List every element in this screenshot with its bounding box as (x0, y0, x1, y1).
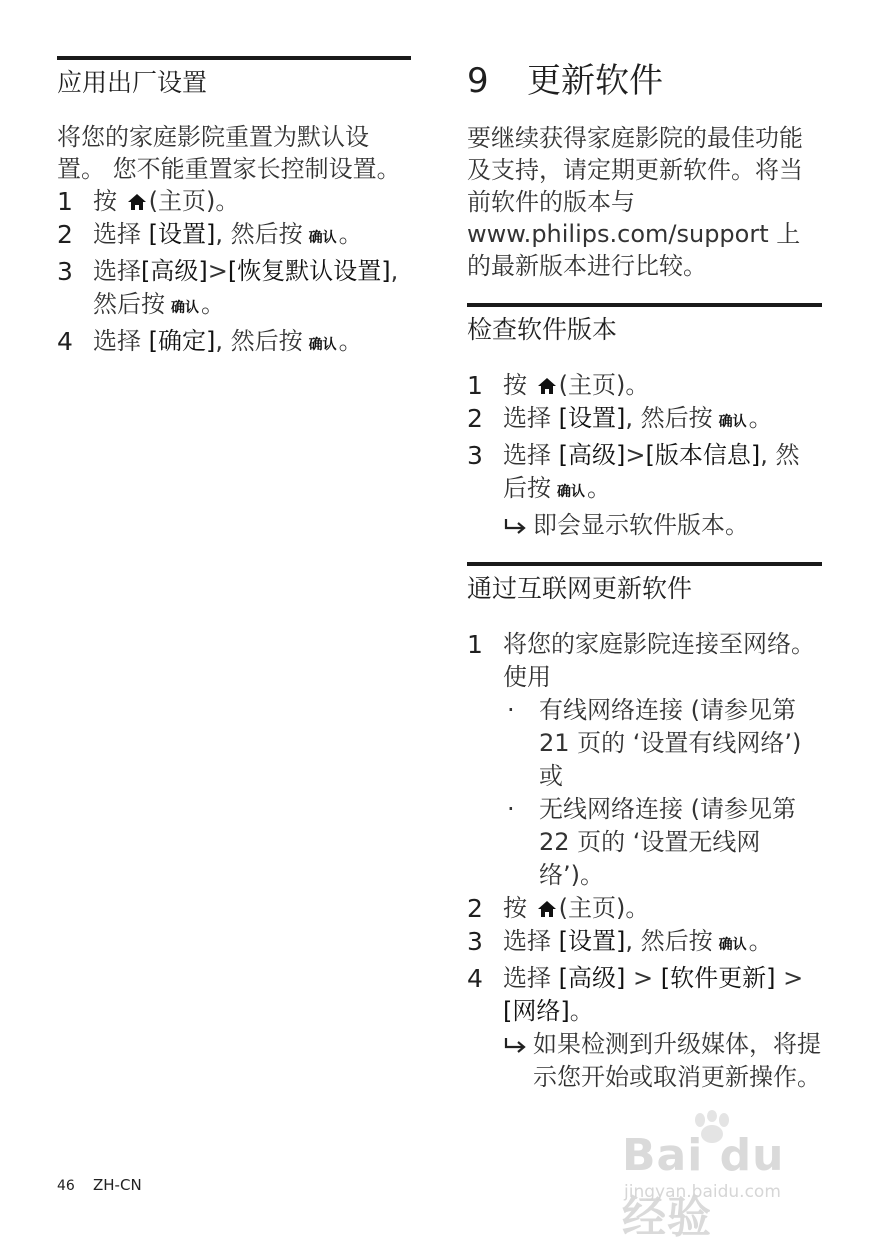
confirm-key-label: 确认 (171, 300, 199, 316)
step-text: 。 (748, 404, 773, 432)
watermark-brand: Bai du 经验 (622, 1130, 785, 1243)
menu-label: [软件更新] (660, 964, 776, 992)
bullet-text: 无线网络连接 (请参见第 22 页的 ‘设置无线网络’)。 (539, 795, 796, 889)
step-text: (主页)。 (558, 371, 650, 399)
step-number: 1 (57, 187, 73, 216)
step-text: 按 (503, 894, 535, 922)
confirm-key-label: 确认 (308, 230, 337, 246)
confirm-key-label: 确认 (308, 337, 337, 353)
step-text: 。 (338, 327, 363, 355)
step-text: (主页)。 (148, 187, 240, 215)
menu-label: [设置] (148, 220, 216, 248)
step-text: , 然后按 (93, 257, 399, 318)
step-number: 2 (467, 404, 483, 433)
step-text: 选择 (503, 441, 559, 469)
bullet-list (503, 694, 822, 892)
step-item (57, 185, 411, 218)
step-text: (主页)。 (558, 894, 650, 922)
menu-label: [设置] (558, 927, 626, 955)
step-text: 。 (338, 220, 363, 248)
step-item (467, 369, 822, 402)
step-item (57, 255, 411, 325)
chapter-heading (467, 58, 822, 104)
page-number: 46 (57, 1178, 75, 1194)
menu-label: [恢复默认设置] (227, 257, 391, 285)
bullet-item (503, 793, 822, 892)
step-list (467, 369, 822, 509)
menu-separator: > (625, 964, 661, 992)
step-item (467, 402, 822, 439)
step-item (467, 892, 822, 925)
section-title: 应用出厂设置 (57, 68, 208, 97)
step-number: 3 (467, 927, 483, 956)
bullet-dot: · (507, 795, 515, 823)
bullet-dot: · (507, 696, 515, 724)
intro-paragraph: 将您的家庭影院重置为默认设置。 您不能重置家长控制设置。 (57, 123, 401, 183)
step-text: 选择 (93, 220, 149, 248)
confirm-key-label: 确认 (718, 937, 747, 953)
step-item (467, 439, 822, 509)
step-item (467, 925, 822, 962)
step-number: 2 (467, 894, 483, 923)
language-code: ZH-CN (93, 1176, 142, 1194)
step-list (57, 185, 411, 362)
step-text: 选择 (503, 927, 559, 955)
step-text: 。 (748, 927, 773, 955)
menu-label: [高级] (558, 964, 626, 992)
step-item (57, 218, 411, 255)
watermark-site: jingyan.baidu.com (624, 1182, 781, 1202)
step-text: 将您的家庭影院连接至网络。 使用 (503, 630, 815, 691)
step-text: , 然后按 (625, 927, 713, 955)
menu-label: [设置] (558, 404, 626, 432)
home-icon (537, 377, 557, 395)
step-item (57, 325, 411, 362)
step-text: 。 (569, 997, 594, 1025)
menu-label: [高级] (558, 441, 626, 469)
baidu-watermark (616, 1110, 826, 1243)
menu-label: [网络] (503, 997, 570, 1025)
section-title: 通过互联网更新软件 (467, 574, 693, 603)
step-result (503, 1028, 822, 1094)
result-arrow-icon (503, 518, 527, 534)
bullet-item (503, 694, 822, 793)
result-text: 如果检测到升级媒体，将提示您开始或取消更新操作。 (533, 1030, 821, 1091)
result-arrow-icon (503, 1037, 527, 1053)
step-text: , 然后按 (215, 327, 303, 355)
step-text: 按 (503, 371, 535, 399)
menu-label: [版本信息] (645, 441, 761, 469)
intro-paragraph: 要继续获得家庭影院的最佳功能及支持，请定期更新软件。将当前软件的版本与 www.philips.com/support 上的最新版本进行比较。 (467, 124, 803, 280)
section-title: 检查软件版本 (467, 315, 618, 344)
home-icon (127, 193, 147, 211)
step-text: , 然后按 (625, 404, 713, 432)
home-icon (537, 900, 557, 918)
step-item (467, 628, 822, 892)
menu-separator: > (207, 257, 228, 285)
step-text: , 然后按 (215, 220, 303, 248)
right-column (467, 0, 822, 1094)
step-text: 选择 (93, 327, 149, 355)
step-number: 4 (57, 327, 73, 356)
bullet-text: 有线网络连接 (请参见第 21 页的 ‘设置有线网络’)或 (539, 696, 802, 790)
step-item (467, 962, 822, 1028)
step-number: 1 (467, 630, 483, 659)
step-text: 选择 (503, 964, 559, 992)
menu-separator: > (775, 964, 804, 992)
confirm-key-label: 确认 (557, 484, 585, 500)
step-result (503, 509, 822, 542)
chapter-number: 9 (467, 61, 489, 101)
menu-label: [确定] (148, 327, 216, 355)
chapter-title: 更新软件 (527, 61, 663, 101)
step-list (467, 628, 822, 1028)
step-text: 按 (93, 187, 125, 215)
step-number: 3 (467, 441, 483, 470)
step-text: 。 (587, 474, 611, 502)
result-text: 即会显示软件版本。 (533, 511, 749, 539)
step-text: 选择 (503, 404, 559, 432)
step-text: , 然后按 (503, 441, 800, 502)
step-number: 2 (57, 220, 73, 249)
confirm-key-label: 确认 (718, 414, 747, 430)
step-number: 3 (57, 257, 73, 286)
step-text: 选择 (93, 257, 141, 285)
step-text: 。 (201, 290, 225, 318)
menu-separator: > (625, 441, 646, 469)
left-column (57, 0, 411, 362)
page-footer (57, 1176, 142, 1194)
menu-label: [高级] (141, 257, 208, 285)
step-number: 4 (467, 964, 483, 993)
step-number: 1 (467, 371, 483, 400)
